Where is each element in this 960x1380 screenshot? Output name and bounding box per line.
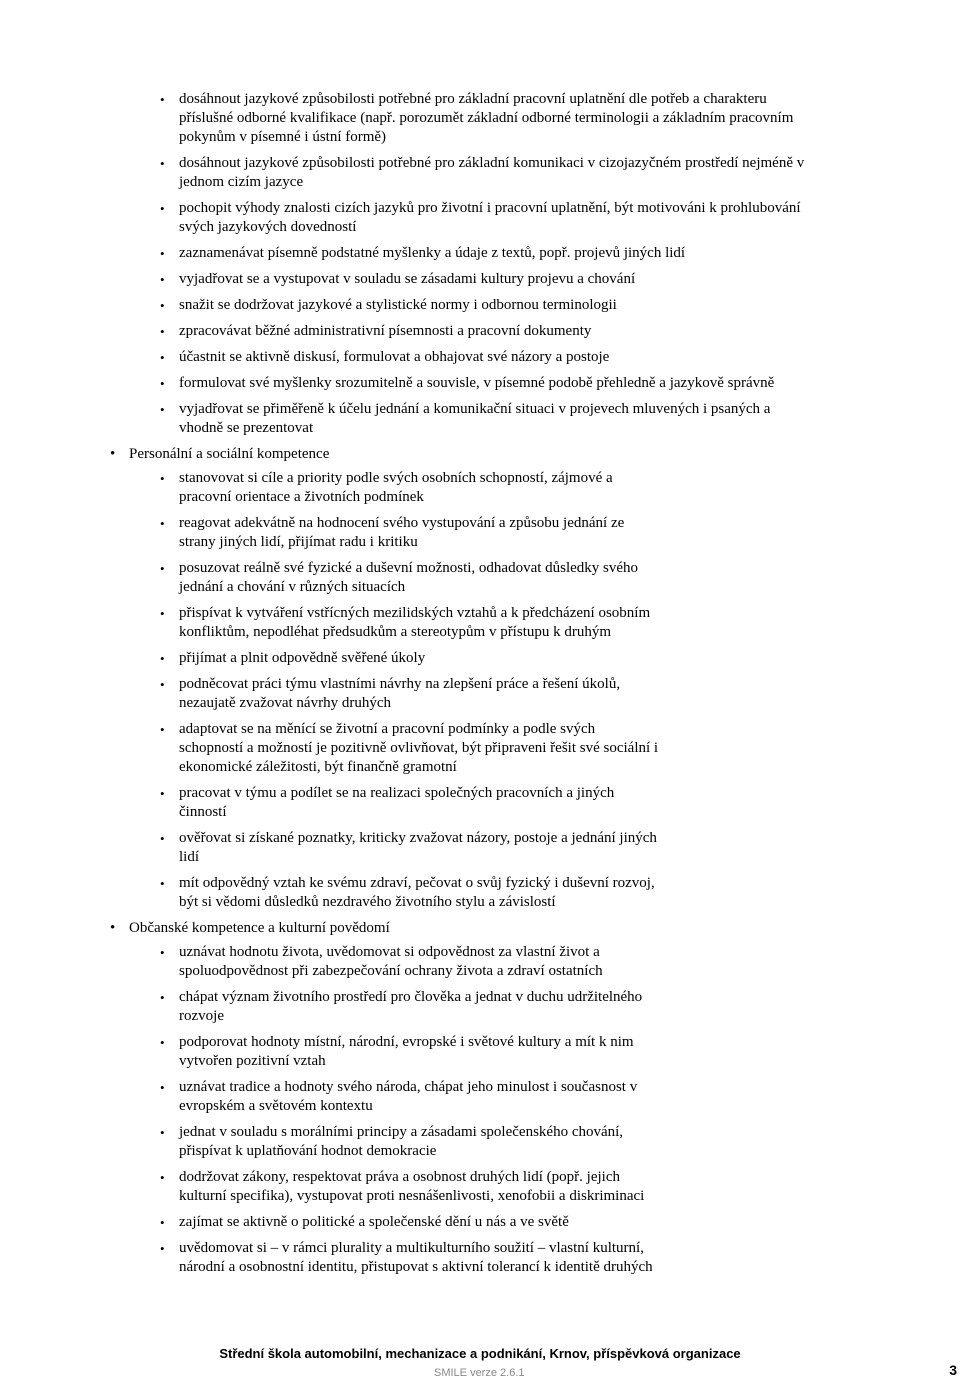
- list-item: • uznávat hodnotu života, uvědomovat si odpovědnost za vlastní život a spoluodpovědnost při zabezpečování ochrany života a zdraví ostatních: [0, 943, 810, 981]
- list-item: • dodržovat zákony, respektovat práva a osobnost druhých lidí (popř. jejich kulturní specifika), vystupovat proti nesnášenlivosti, xenofobii a diskriminaci: [0, 1168, 810, 1206]
- list-item: • chápat význam životního prostředí pro člověka a jednat v duchu udržitelného rozvoje: [0, 988, 810, 1026]
- list-item: • posuzovat reálně své fyzické a duševní možnosti, odhadovat důsledky svého jednání a chování v různých situacích: [0, 559, 810, 597]
- list-item: • ověřovat si získané poznatky, kriticky zvažovat názory, postoje a jednání jiných lidí: [0, 829, 810, 867]
- list-item: • podporovat hodnoty místní, národní, evropské i světové kultury a mít k nim vytvořen pozitivní vztah: [0, 1033, 810, 1071]
- competence-list: [0, 943, 810, 1277]
- list-item: • pracovat v týmu a podílet se na realizaci společných pracovních a jiných činností: [0, 784, 810, 822]
- list-item: • dosáhnout jazykové způsobilosti potřebné pro základní komunikaci v cizojazyčném prostředí nejméně v jednom cizím jazyce: [0, 154, 960, 192]
- document-body: [0, 90, 960, 1284]
- list-item: • zaznamenávat písemně podstatné myšlenky a údaje z textů, popř. projevů jiných lidí: [0, 244, 960, 263]
- list-item: • snažit se dodržovat jazykové a stylistické normy i odbornou terminologii: [0, 296, 960, 315]
- page-number: 3: [949, 1362, 957, 1378]
- footer-school-name: Střední škola automobilní, mechanizace a podnikání, Krnov, příspěvková organizace: [219, 1346, 741, 1361]
- document-title: 23-68- H/01 Mechanik opravář motorových vozidel 1,5 roku. - 2012: [3, 0, 441, 16]
- footer-version: SMILE verze 2.6.1: [434, 1367, 525, 1379]
- competence-list: [0, 90, 960, 438]
- list-item: • přijímat a plnit odpovědně svěřené úkoly: [0, 649, 810, 668]
- list-item: • adaptovat se na měnící se životní a pracovní podmínky a podle svých schopností a možností je pozitivně ovlivňovat, být připraveni řešit své sociální i ekonomické záležitosti, být finančně gramotní: [0, 720, 810, 777]
- list-item: • uvědomovat si – v rámci plurality a multikulturního soužití – vlastní kulturní, národní a osobnostní identitu, přistupovat s aktivní tolerancí k identitě druhých: [0, 1239, 810, 1277]
- list-item: • uznávat tradice a hodnoty svého národa, chápat jeho minulost i současnost v evropském a světovém kontextu: [0, 1078, 810, 1116]
- list-item: • zajímat se aktivně o politické a společenské dění u nás a ve světě: [0, 1213, 810, 1232]
- list-item: • přispívat k vytváření vstřícných mezilidských vztahů a k předcházení osobním konfliktům, nepodléhat předsudkům a stereotypům v přístupu k druhým: [0, 604, 810, 642]
- list-item: • vyjadřovat se přiměřeně k účelu jednání a komunikační situaci v projevech mluvených i psaných a vhodně se prezentovat: [0, 400, 960, 438]
- list-item: • formulovat své myšlenky srozumitelně a souvisle, v písemné podobě přehledně a jazykově správně: [0, 374, 960, 393]
- list-item: • zpracovávat běžné administrativní písemnosti a pracovní dokumenty: [0, 322, 960, 341]
- list-item: • dosáhnout jazykové způsobilosti potřebné pro základní pracovní uplatnění dle potřeb a charakteru příslušné odborné kvalifikace (např. porozumět základní odborné terminologii a základním pracovním pokynům v písemné i ústní formě): [0, 90, 960, 147]
- list-item: • vyjadřovat se a vystupovat v souladu se zásadami kultury projevu a chování: [0, 270, 960, 289]
- page-header: [0, 0, 960, 38]
- list-item: • pochopit výhody znalosti cizích jazyků pro životní i pracovní uplatnění, být motivováni k prohlubování svých jazykových dovedností: [0, 199, 960, 237]
- section-title: Profil absolventa: [843, 0, 956, 16]
- competence-list: [0, 469, 810, 912]
- category-label: • Občanské kompetence a kulturní povědomí: [129, 920, 390, 936]
- list-item: • podněcovat práci týmu vlastními návrhy na zlepšení práce a řešení úkolů, nezaujatě zvažovat návrhy druhých: [0, 675, 810, 713]
- list-item: • mít odpovědný vztah ke svému zdraví, pečovat o svůj fyzický i duševní rozvoj, být si vědomi důsledků nezdravého životního stylu a závislostí: [0, 874, 810, 912]
- list-item: • stanovovat si cíle a priority podle svých osobních schopností, zájmové a pracovní orientace a životních podmínek: [0, 469, 810, 507]
- list-item: • jednat v souladu s morálními principy a zásadami společenského chování, přispívat k uplatňování hodnot demokracie: [0, 1123, 810, 1161]
- list-item: • účastnit se aktivně diskusí, formulovat a obhajovat své názory a postoje: [0, 348, 960, 367]
- category-item: [0, 919, 960, 1277]
- document-subtitle: RVP 23-68-H/01 Mechanik opravář motorových vozidel: [3, 18, 296, 32]
- category-label: • Personální a sociální kompetence: [129, 446, 330, 462]
- category-item: [0, 445, 960, 912]
- list-item: • reagovat adekvátně na hodnocení svého vystupování a způsobu jednání ze strany jiných lidí, přijímat radu i kritiku: [0, 514, 810, 552]
- category-list: [0, 445, 960, 1277]
